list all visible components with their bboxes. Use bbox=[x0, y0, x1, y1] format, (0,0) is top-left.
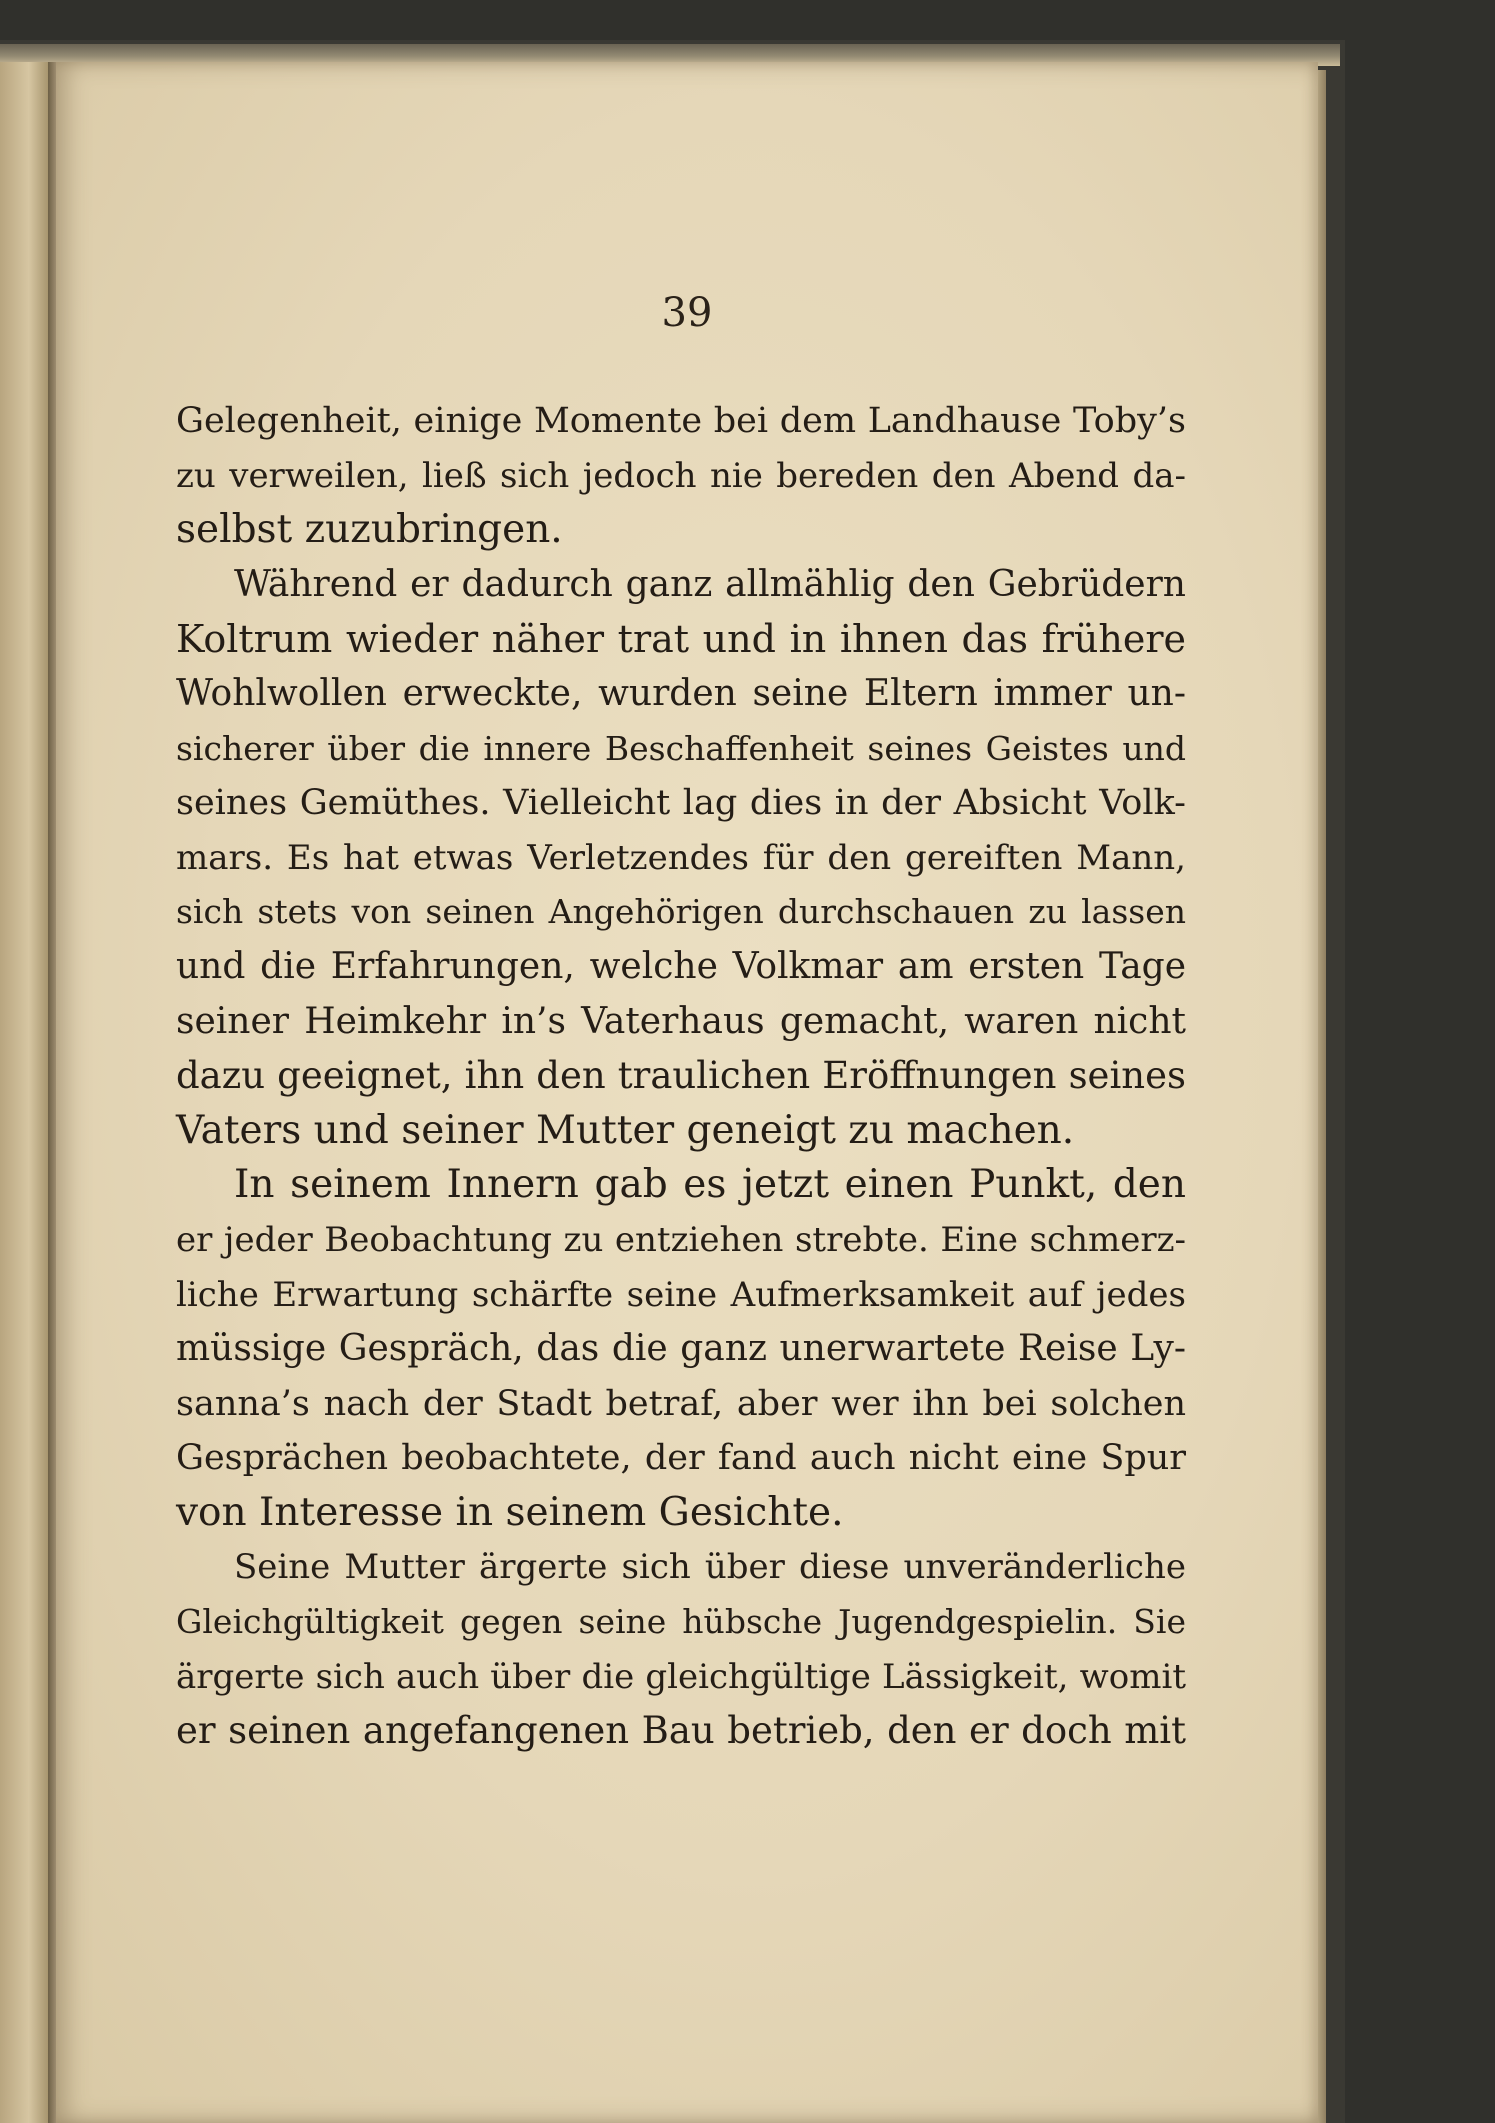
text-line: von Interesse in seinem Gesichte. bbox=[176, 1489, 844, 1535]
text-line: Gleichgültigkeit gegen seine hübsche Jugendgespielin. Sie bbox=[176, 1602, 1186, 1642]
text-line: seines Gemüthes. Vielleicht lag dies in der Absicht Volk- bbox=[176, 783, 1186, 824]
text-line: er jeder Beobachtung zu entziehen strebte. Eine schmerz- bbox=[176, 1219, 1186, 1260]
facing-page-strip bbox=[0, 62, 48, 2123]
book-page bbox=[56, 62, 1318, 2123]
text-line: Wohlwollen erweckte, wurden seine Eltern immer un- bbox=[176, 672, 1186, 714]
text-line: Seine Mutter ärgerte sich über diese unveränderliche bbox=[234, 1547, 1186, 1588]
body-text bbox=[176, 394, 1186, 1759]
text-line: Gelegenheit, einige Momente bei dem Landhause Toby’s bbox=[176, 401, 1186, 441]
text-line: selbst zuzubringen. bbox=[176, 507, 563, 553]
page-number: 39 bbox=[661, 290, 713, 336]
text-line: mars. Es hat etwas Verletzendes für den gereiften Mann, bbox=[176, 837, 1186, 878]
text-line: dazu geeignet, ihn den traulichen Eröffnungen seines bbox=[176, 1054, 1186, 1098]
text-line: sicherer über die innere Beschaffenheit seines Geistes und bbox=[176, 728, 1186, 768]
text-line: ärgerte sich auch über die gleichgültige Lässigkeit, womit bbox=[176, 1656, 1186, 1697]
text-line: zu verweilen, ließ sich jedoch nie bereden den Abend da- bbox=[176, 455, 1186, 496]
text-line: Gesprächen beobachtete, der fand auch nicht eine Spur bbox=[176, 1438, 1186, 1479]
text-line: seiner Heimkehr in’s Vaterhaus gemacht, waren nicht bbox=[176, 1000, 1186, 1042]
text-line: er seinen angefangenen Bau betrieb, den er doch mit bbox=[176, 1709, 1186, 1753]
text-line: müssige Gespräch, das die ganz unerwartete Reise Ly- bbox=[176, 1328, 1186, 1370]
text-line: Vaters und seiner Mutter geneigt zu machen. bbox=[176, 1107, 1075, 1153]
text-line: In seinem Innern gab es jetzt einen Punkt, den bbox=[234, 1162, 1186, 1208]
text-line: Während er dadurch ganz allmählig den Gebrüdern bbox=[234, 563, 1186, 605]
text-line: Koltrum wieder näher trat und in ihnen das frühere bbox=[176, 617, 1186, 662]
text-line: sich stets von seinen Angehörigen durchschauen zu lassen bbox=[176, 892, 1186, 932]
text-line: und die Erfahrungen, welche Volkmar am ersten Tage bbox=[176, 945, 1186, 987]
text-line: sanna’s nach der Stadt betraf, aber wer ihn bei solchen bbox=[176, 1383, 1186, 1424]
text-line: liche Erwartung schärfte seine Aufmerksamkeit auf jedes bbox=[176, 1274, 1186, 1315]
